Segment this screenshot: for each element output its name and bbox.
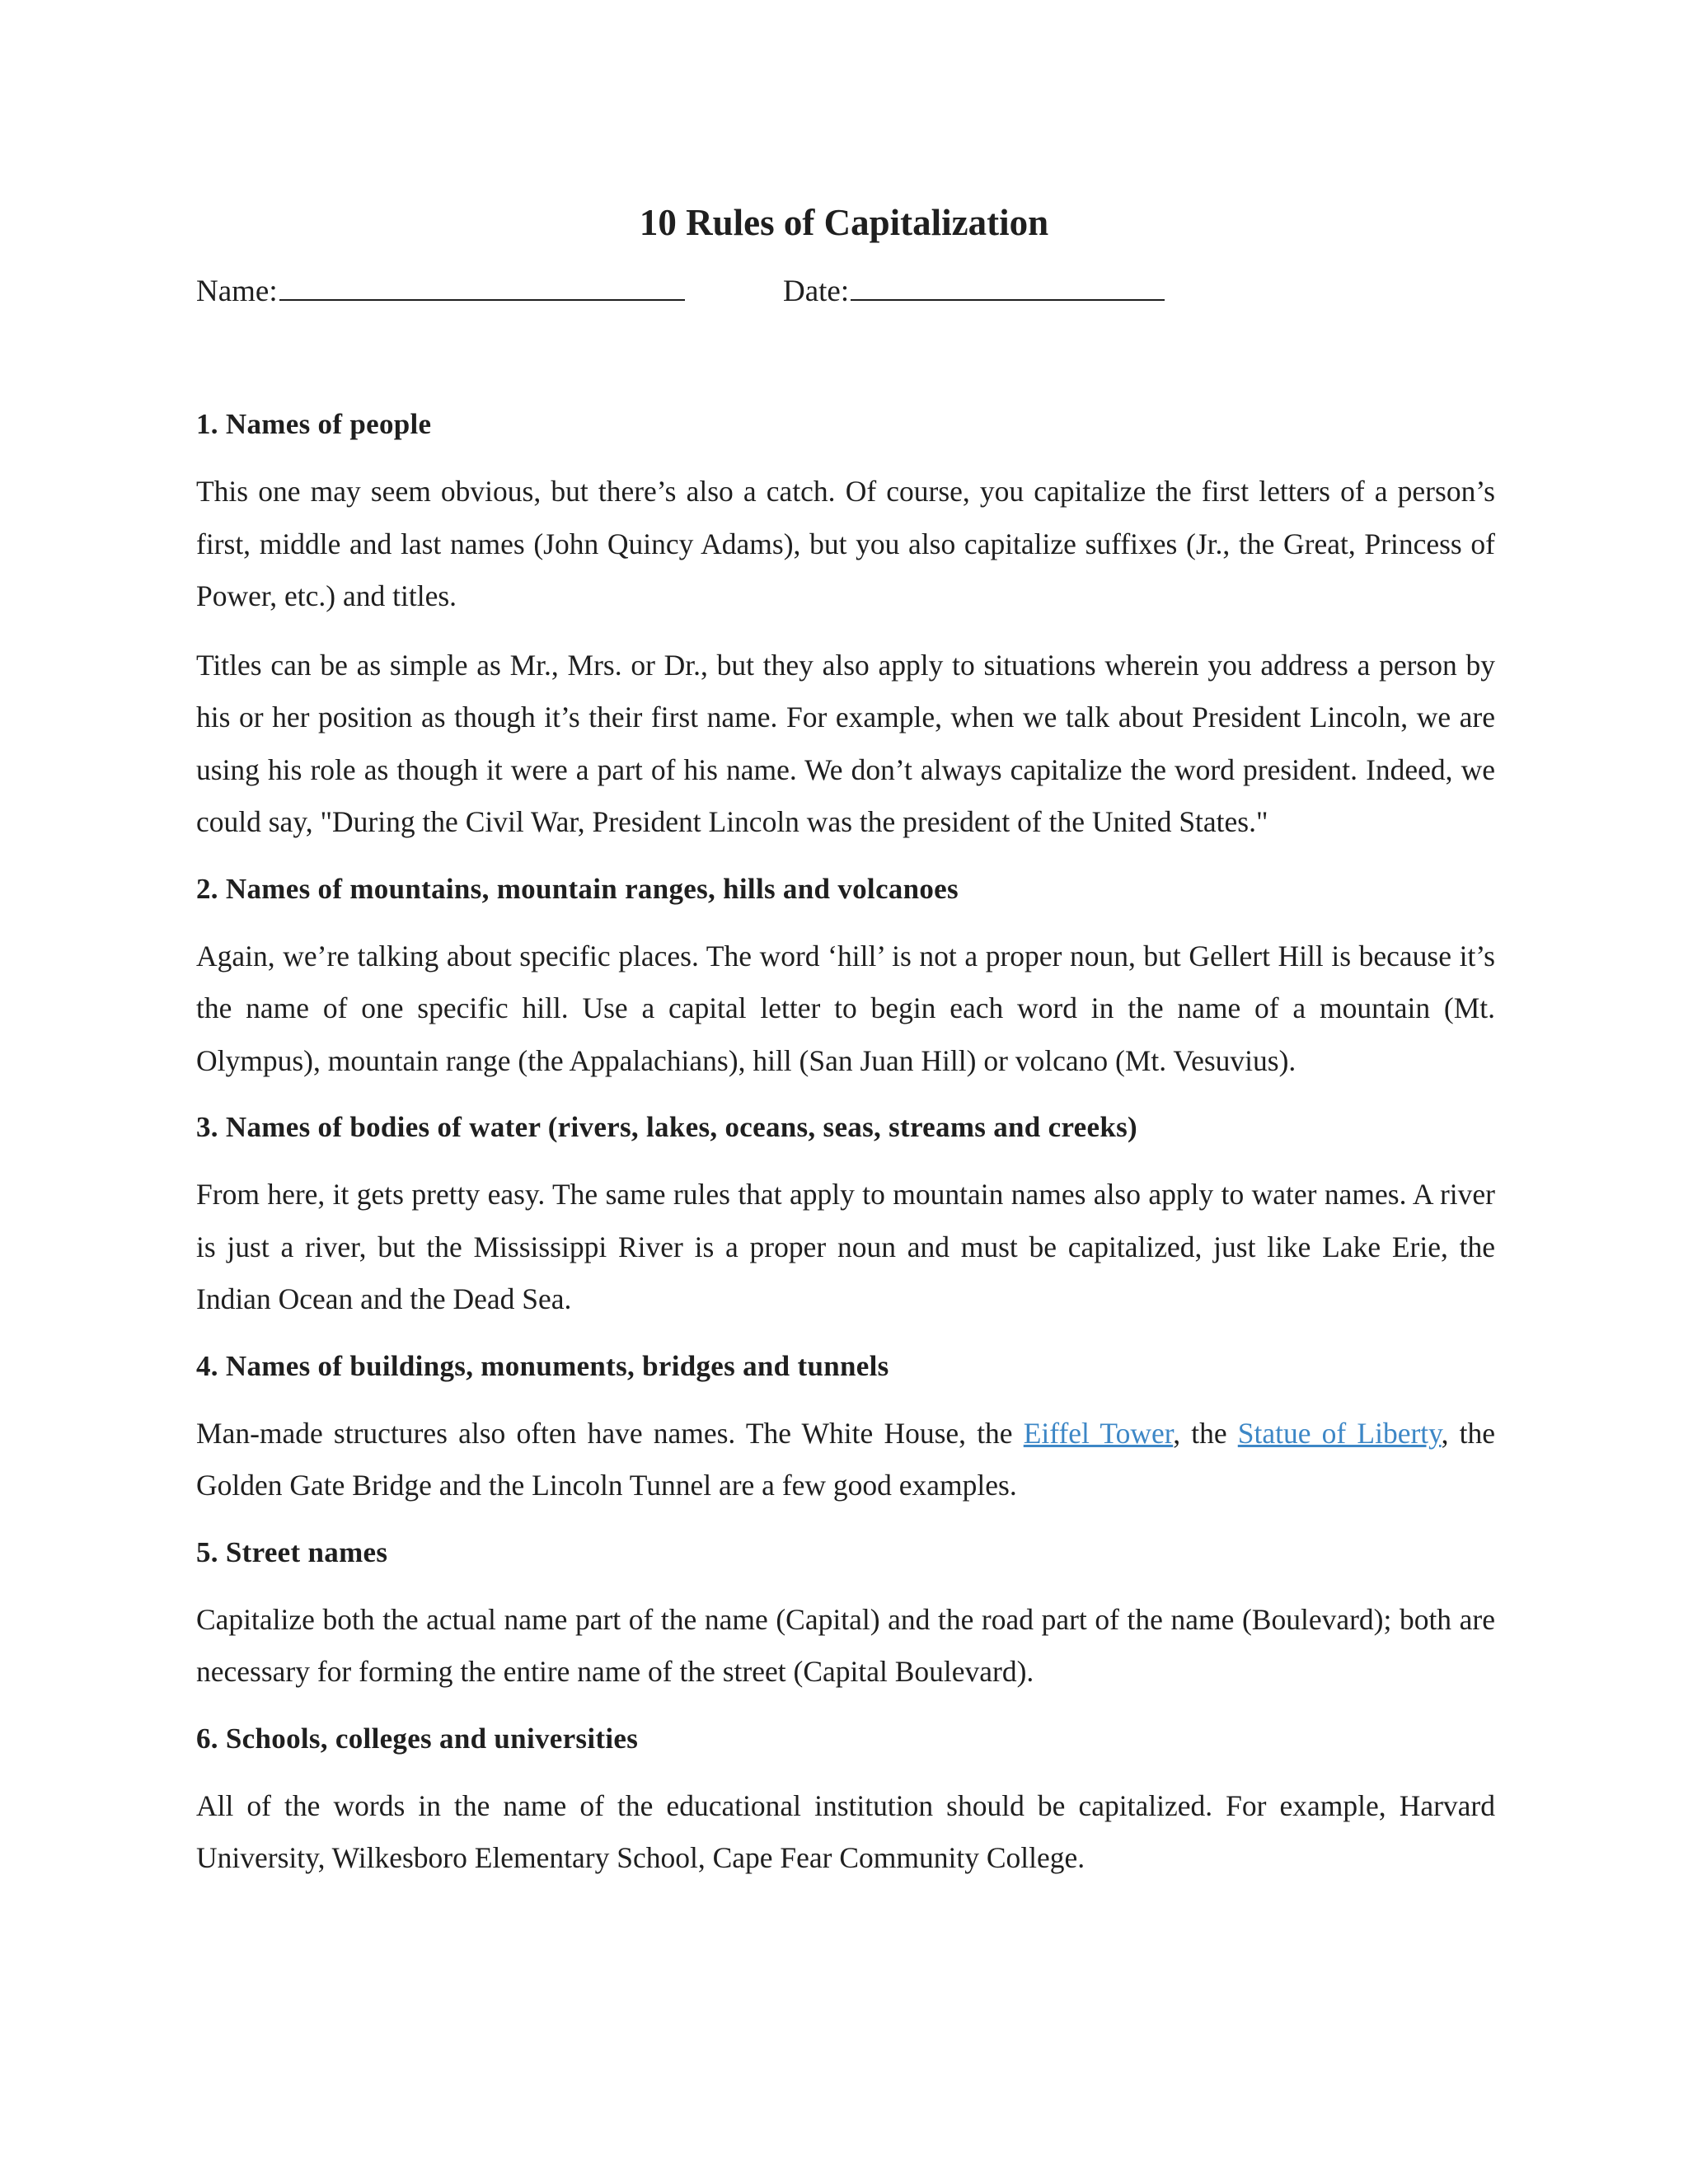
name-label: Name: — [196, 274, 278, 308]
student-info-row — [196, 269, 1493, 311]
name-blank-line[interactable] — [279, 269, 685, 301]
section-paragraph: Again, we’re talking about specific places. The word ‘hill’ is not a proper noun, but Gellert Hill is because it’s the name of one specific hill. Use a capital letter to begin each word in the name of a mountain (Mt. Olympus), mountain range (the Appalachians), hill (San Juan Hill) or volcano (Mt. Vesuvius). — [196, 939, 1495, 1077]
section-heading: 4. Names of buildings, monuments, bridges and tunnels — [196, 1349, 889, 1382]
rule-section-buildings — [196, 1346, 1495, 1512]
date-label: Date: — [783, 274, 850, 308]
section-paragraph: From here, it gets pretty easy. The same rules that apply to mountain names also apply to water names. A river is just a river, but the Mississippi River is a proper noun and must be capitalized, just like Lake Erie, the Indian Ocean and the Dead Sea. — [196, 1178, 1495, 1315]
rule-section-bodies-of-water — [196, 1107, 1495, 1326]
eiffel-tower-link[interactable]: Eiffel Tower — [1023, 1416, 1174, 1450]
section-heading: 2. Names of mountains, mountain ranges, hills and volcanoes — [196, 872, 959, 905]
section-heading: 1. Names of people — [196, 408, 432, 440]
paragraph-text: Man-made structures also often have names. The White House, the — [196, 1416, 1024, 1450]
rule-section-names-of-people — [196, 404, 1495, 849]
rule-section-schools — [196, 1718, 1495, 1885]
section-paragraph: This one may seem obvious, but there’s also a catch. Of course, you capitalize the first letters of a person’s first, middle and last names (John Quincy Adams), but you also capitalize suffixes (Jr., the Great, Princess of Power, etc.) and titles. — [196, 475, 1495, 612]
section-paragraph: All of the words in the name of the educational institution should be capitalized. For example, Harvard University, Wilkesboro Elementary School, Cape Fear Community College. — [196, 1788, 1495, 1874]
rules-content — [196, 404, 1495, 1905]
rule-section-mountains — [196, 869, 1495, 1088]
page-title: 10 Rules of Capitalization — [639, 202, 1049, 243]
date-field — [783, 269, 1165, 312]
statue-of-liberty-link[interactable]: Statue of Liberty — [1237, 1416, 1442, 1450]
section-paragraph — [196, 1408, 1495, 1512]
section-paragraph: Titles can be as simple as Mr., Mrs. or Dr., but they also apply to situations wherein you address a person by his or her position as though it’s their first name. For example, when we talk about President Lincoln, we are using his role as though it were a part of his name. We don’t always capitalize the word president. Indeed, we could say, "During the Civil War, President Lincoln was the president of the United States." — [196, 648, 1495, 838]
date-blank-line[interactable] — [851, 269, 1165, 301]
section-heading: 5. Street names — [196, 1535, 388, 1568]
section-paragraph: Capitalize both the actual name part of the name (Capital) and the road part of the name (Boulevard); both are necessary for forming the entire name of the street (Capital Boulevard). — [196, 1602, 1495, 1688]
name-field — [196, 269, 685, 312]
paragraph-text: , the — [1173, 1416, 1238, 1450]
paragraph-text: , the Golden Gate Bridge and the Lincoln Tunnel are a few good examples. — [196, 1416, 1496, 1502]
rule-section-street-names — [196, 1532, 1495, 1699]
section-heading: 3. Names of bodies of water (rivers, lakes, oceans, seas, streams and creeks) — [196, 1111, 1137, 1143]
section-heading: 6. Schools, colleges and universities — [196, 1722, 639, 1755]
